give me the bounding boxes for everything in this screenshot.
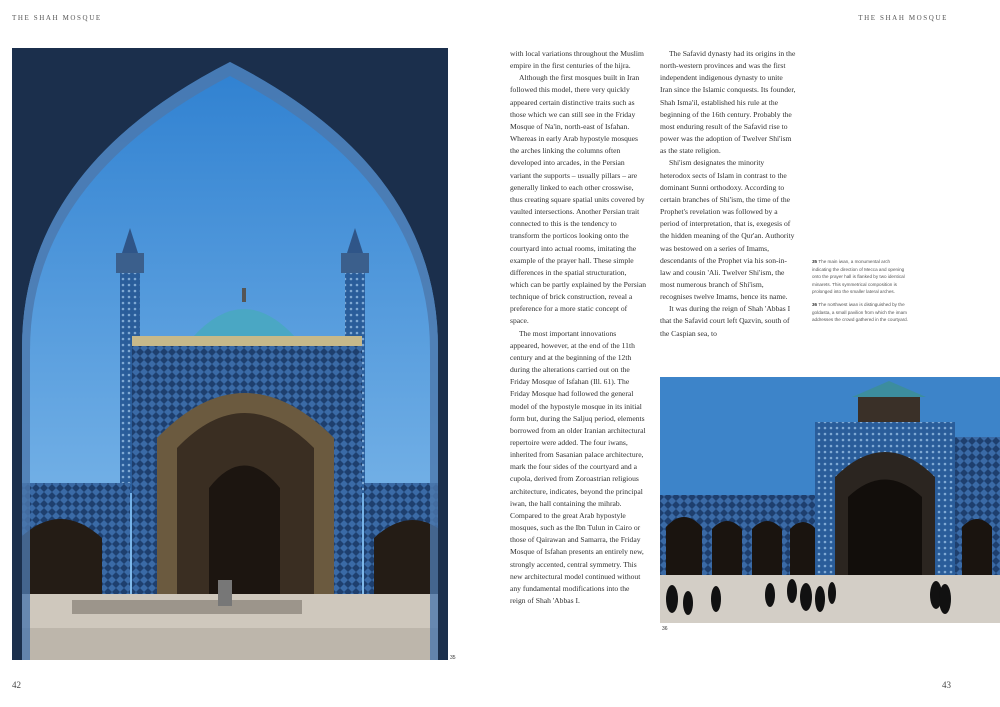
caption-text: The northwest iwan is distinguished by the goldasta, a small pavilion from which the imam addresses the crowd gathered in the courtyard. (812, 301, 909, 323)
northwest-iwan-illustration (660, 377, 1000, 623)
caption-text: The main iwan, a monumental arch indicating the direction of Mecca and opening onto the prayer hall is flanked by two identical minarets. This symmetrical composition is prolonged into the smaller lateral arches. (812, 259, 905, 295)
photo-northwest-iwan (660, 377, 1000, 623)
running-head-left: THE SHAH MOSQUE (12, 14, 102, 22)
page-number-right: 43 (942, 680, 951, 690)
running-head-right: THE SHAH MOSQUE (858, 14, 948, 22)
captions (812, 258, 908, 329)
photo-main-iwan (12, 48, 448, 660)
paragraph: Although the first mosques built in Iran followed this model, there very quickly appeared certain distinctive traits such as those which we can still see in the Friday Mosque of Na'in, north-east of Isfahan. Whereas in early Arab hypostyle mosques the arches linking the columns often developed into arcades, in the Persian variant the supports – usually pillars – are generally linked to each other crosswise, thus creating square spatial units covered by vaulted intersections. Another Persian trait connected to this is the tendency to transform the porticos looking onto the courtyard into actual rooms, imitating the example of the prayer hall. These simple differences in the spatial structuration, which can be partly explained by the Persian technique of brick construction, reveal a preference for a more static concept of space. (510, 73, 647, 326)
caption-number: 35 (812, 259, 818, 264)
paragraph: The most important innovations appeared, however, at the end of the 11th century and at the beginning of the 12th during the alterations carried out on the Friday Mosque of Isfahan (Ill. 61). The Friday Mosque had followed the general model of the hypostyle mosque in its initial form but, during the Saljuq period, elements borrowed from an older Iranian architectural repertoire were added. The four iwans, inherited from Sasanian palace architecture, mark the four sides of the courtyard and a cupola, derived from Zoroastrian religious architecture, indicates, beyond the principal iwan, the hall containing the mihrab. Compared to the great Arab hypostyle mosques, such as the Ibn Tulun in Cairo or those of Qairawan and Samarra, the Friday Mosque of Isfahan presents an entirely new, strongly accented, central symmetry. This new architectural model continued without any fundamental modifications into the reign of Shah 'Abbas I. (510, 328, 646, 606)
paragraph: with local variations throughout the Muslim empire in the first centuries of the hijra. (510, 49, 644, 71)
caption-number: 36 (812, 301, 818, 307)
paragraph: Shi'ism designates the minority heterodox sects of Islam in contrast to the dominant Sunni orthodoxy. According to certain branches of Shi'ism, the time of the Prophet's revelation was followed by a period of interpretation, that is, exegesis of the hidden meaning of the Qur'an. Authority was bestowed on a series of Imams, descendants of the Prophet via his son-in-law and cousin 'Ali. Twelver Shi'ism, the most numerous branch of Shi'ism, recognises twelve Imams, hence its name. (660, 158, 795, 302)
page-number-left: 42 (12, 680, 21, 690)
text-column-2 (660, 48, 796, 340)
paragraph: It was during the reign of Shah 'Abbas I that the Safavid court left Qazvin, south of the Caspian sea, to (660, 304, 791, 338)
figure-label-35: 35 (450, 655, 456, 661)
text-column-1 (510, 48, 646, 607)
figure-label-36: 36 (662, 626, 668, 632)
caption-35 (812, 258, 908, 296)
caption-36 (812, 301, 908, 324)
main-iwan-illustration (12, 48, 448, 660)
paragraph: The Safavid dynasty had its origins in the north-western provinces and was the first independent indigenous dynasty to unite Iran since the Islamic conquests. Its founder, Shah Isma'il, established his rule at the beginning of the 16th century. Probably the most enduring result of the Safavid rise to power was the adoption of Twelver Shi'ism as the state religion. (660, 49, 796, 156)
